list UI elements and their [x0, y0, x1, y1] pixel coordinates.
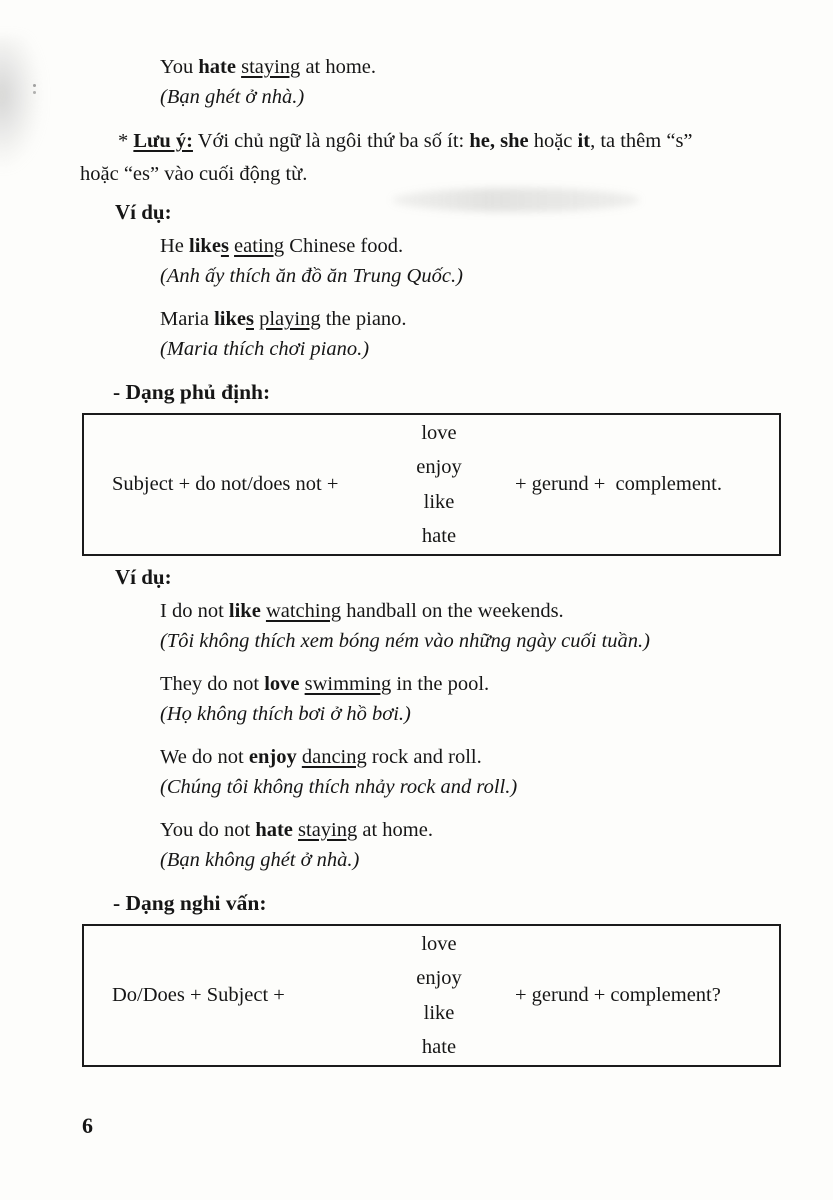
- sentence-verb: like: [214, 308, 246, 330]
- example-pair: [160, 304, 797, 364]
- example-pair: [160, 669, 797, 729]
- sentence-gerund: staying: [241, 56, 301, 78]
- example-sentence: [160, 231, 797, 261]
- sentence-verb: hate: [255, 819, 293, 841]
- formula-verb-options: [383, 422, 495, 548]
- formula-right: + gerund + complement?: [515, 984, 721, 1006]
- verb-suffix-s: s: [245, 308, 254, 330]
- sentence-post: at home.: [300, 56, 377, 78]
- verb-suffix-s: s: [220, 235, 229, 257]
- formula-left: Do/Does + Subject +: [112, 984, 285, 1006]
- example-label: Ví dụ:: [115, 200, 172, 224]
- example-sentence: [160, 742, 797, 772]
- note-text: Với chủ ngữ là ngôi thứ ba số ít:: [192, 130, 470, 152]
- example-translation: (Bạn ghét ở nhà.): [160, 86, 305, 108]
- example-sentence: [160, 815, 797, 845]
- verb-option: enjoy: [416, 456, 462, 479]
- example-translation: (Anh ấy thích ăn đồ ăn Trung Quốc.): [160, 265, 463, 287]
- example-translation: (Họ không thích bơi ở hồ bơi.): [160, 703, 411, 725]
- interrogative-formula-box: [82, 924, 781, 1067]
- verb-option: love: [421, 421, 457, 444]
- sentence-post: Chinese food.: [284, 235, 404, 257]
- example-sentence: [160, 596, 797, 626]
- sentence-gerund: watching: [265, 600, 342, 622]
- formula-left: Subject + do not/does not +: [112, 473, 339, 495]
- sentence-verb: enjoy: [248, 746, 297, 768]
- sentence-pre: We do not: [160, 746, 249, 768]
- example-translation: (Maria thích chơi piano.): [160, 338, 370, 360]
- example-sentence: [160, 304, 797, 334]
- note-label: Lưu ý:: [133, 130, 193, 152]
- sentence-pre: Maria: [160, 308, 215, 330]
- note-line-1: [80, 125, 797, 158]
- sentence-pre: He: [160, 235, 190, 257]
- note-text: , ta thêm “s”: [590, 130, 693, 152]
- sentence-post: rock and roll.: [366, 746, 482, 768]
- sentence-gerund: playing: [259, 308, 321, 330]
- example-pair: [160, 742, 797, 802]
- sentence-pre: I do not: [160, 600, 229, 622]
- example-translation: (Bạn không ghét ở nhà.): [160, 849, 360, 871]
- verb-option: love: [421, 932, 457, 955]
- sentence-gerund: swimming: [304, 673, 392, 695]
- negative-formula-box: [82, 413, 781, 556]
- note-text: hoặc: [528, 130, 578, 152]
- sentence-gerund: eating: [234, 235, 285, 257]
- negative-form-heading: - Dạng phủ định:: [113, 380, 271, 404]
- note-star: *: [118, 130, 134, 152]
- sentence-post: in the pool.: [391, 673, 490, 695]
- sentence-verb: love: [264, 673, 300, 695]
- note-paragraph: [80, 125, 797, 191]
- example-translation: (Tôi không thích xem bóng ném vào những ngày cuối tuần.): [160, 630, 650, 652]
- note-bold-subjects: he, she: [469, 130, 529, 152]
- verb-option: hate: [421, 1036, 457, 1059]
- sentence-gerund: dancing: [301, 746, 367, 768]
- formula-verb-options: [383, 933, 495, 1059]
- example-sentence: [160, 669, 797, 699]
- sentence-pre: They do not: [160, 673, 265, 695]
- sentence-post: at home.: [357, 819, 433, 841]
- verb-option: enjoy: [416, 967, 462, 990]
- sentence-gerund: staying: [298, 819, 358, 841]
- interrogative-form-heading: - Dạng nghi vấn:: [113, 891, 267, 915]
- example-translation: (Chúng tôi không thích nhảy rock and roll.): [160, 776, 518, 798]
- example-pair: [160, 596, 797, 656]
- note-bold-it: it: [577, 130, 591, 152]
- sentence-verb: like: [228, 600, 261, 622]
- sentence-pre: You: [160, 56, 199, 78]
- example-pair: [160, 231, 797, 291]
- example-label: Ví dụ:: [115, 565, 172, 589]
- example-pair: [160, 52, 797, 112]
- sentence-verb: like: [189, 235, 221, 257]
- verb-option: hate: [421, 525, 457, 548]
- sentence-pre: You do not: [160, 819, 256, 841]
- verb-option: like: [423, 490, 455, 513]
- sentence-post: handball on the weekends.: [341, 600, 564, 622]
- page-number: 6: [82, 1113, 93, 1138]
- sentence-post: the piano.: [320, 308, 407, 330]
- formula-right: + gerund + complement.: [515, 473, 723, 495]
- note-line-2: hoặc “es” vào cuối động từ.: [80, 163, 308, 185]
- example-sentence: [160, 52, 797, 82]
- sentence-verb: hate: [198, 56, 236, 78]
- example-pair: [160, 815, 797, 875]
- verb-option: like: [423, 1001, 455, 1024]
